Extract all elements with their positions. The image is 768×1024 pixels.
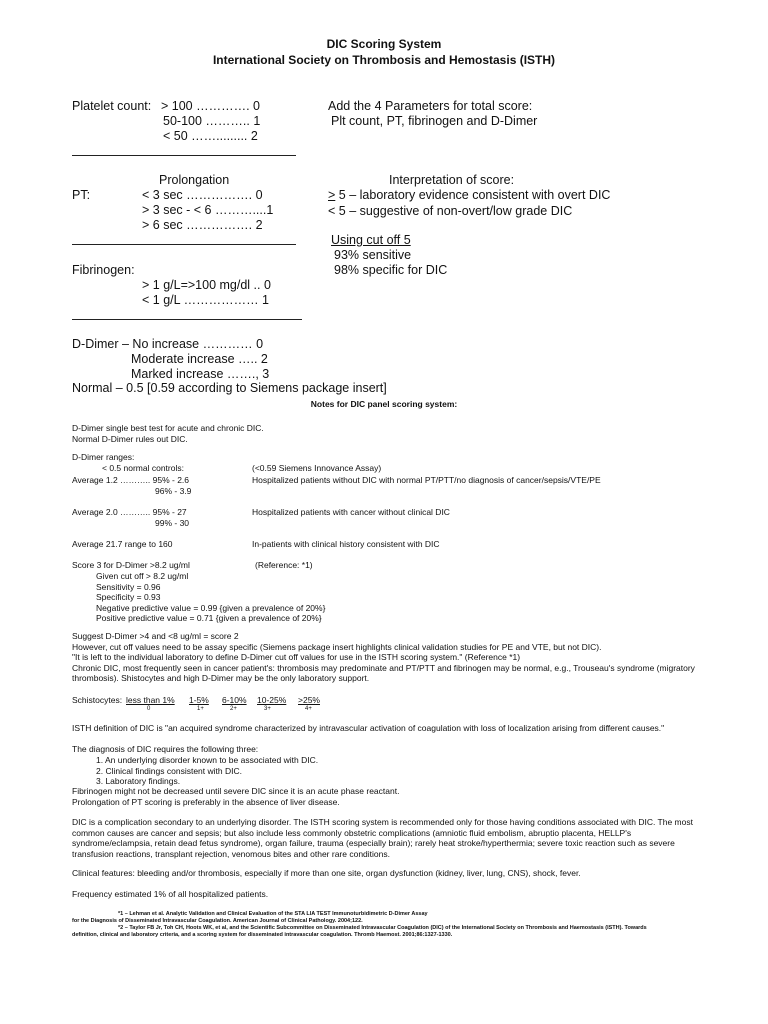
notes-line: D-Dimer single best test for acute and chronic DIC. (72, 423, 264, 433)
sensitivity: 93% sensitive (334, 248, 412, 262)
complication-line: transfusion reactions, transplant rejection, venomous bites and other rare conditions. (72, 848, 390, 859)
clinical-features: Clinical features: bleeding and/or thrombosis, especially if more than one site, organ dysfunction (kidney, liver, lung, CNS), shock, fever. (72, 868, 581, 878)
range-avg-2-0: Average 2.0 ……….. 95% - 27 (72, 507, 187, 517)
range-avg-21-7: Average 21.7 range to 160 (72, 539, 173, 549)
fibrinogen-label: Fibrinogen: (72, 263, 135, 277)
range-avg-21-7-note: In-patients with clinical history consistent with DIC (252, 539, 440, 549)
schisto-category: 1-5% (189, 695, 209, 705)
complication-paragraph (72, 817, 693, 859)
complication-line: syndrome/eclampsia, retain dead fetus syndrome), organ failure, trauma (especially brain); rarely heat stroke/hyperthermia; severe toxic reaction such as severe (72, 838, 675, 848)
schisto-score: 1+ (197, 706, 204, 712)
diagnosis-item: 1. An underlying disorder known to be associated with DIC. (96, 755, 319, 765)
score3-title: Score 3 for D-Dimer >8.2 ug/ml (72, 560, 190, 570)
score3-row: Sensitivity = 0.96 (96, 581, 161, 592)
score3-reference: (Reference: *1) (255, 560, 313, 570)
score3-stats (96, 571, 325, 624)
add-parameters-line: Add the 4 Parameters for total score: (328, 99, 533, 113)
fibrinogen-row: < 1 g/L ……………… 1 (142, 293, 270, 307)
pt-row: < 3 sec ……………. 0 (142, 188, 263, 202)
interpretation-overt (328, 188, 610, 203)
complication-line: common causes are cancer and sepsis; but also include less commonly obstetric complications (amniotic fluid embolism, abruptio placenta, HELLP's (72, 827, 632, 838)
schisto-category: >25% (298, 695, 320, 705)
platelet-label: Platelet count: (72, 99, 152, 113)
diagnosis-note: Prolongation of PT scoring is preferably in the absence of liver disease. (72, 796, 340, 807)
cutoff-title: Using cut off 5 (331, 233, 411, 247)
score3-row: Negative predictive value = 0.99 {given a prevalence of 20%} (96, 602, 326, 613)
range-avg-1-2-note: Hospitalized patients without DIC with normal PT/PTT/no diagnosis of cancer/sepsis/VTE/PE (252, 475, 601, 485)
divider (72, 244, 296, 245)
range-controls-note: (<0.59 Siemens Innovance Assay) (252, 463, 382, 473)
platelet-row: 50-100 ……….. 1 (163, 114, 261, 128)
schisto-category: 10-25% (257, 695, 287, 705)
ddimer-row: Moderate increase ….. 2 (131, 352, 268, 366)
reference-line: for the Diagnosis of Disseminated Intravascular Coagulation. American Journal of Clinical Pathology. 2004;122. (72, 918, 363, 924)
pt-row: > 6 sec ……………. 2 (142, 218, 263, 232)
reference-line: *2 – Taylor FB Jr, Toh CH, Hoots WK, et al, and the Scientific Subcommittee on Disseminated Intravascular Coagulation (DIC) of the International Society on Thrombosis and Haemostasis (ISTH). Towards (118, 925, 647, 931)
pt-label: PT: (72, 188, 91, 202)
range-avg-1-2: Average 1.2 ……….. 95% - 2.6 (72, 475, 190, 485)
score3-row: Specificity = 0.93 (96, 592, 161, 602)
schisto-category: 6-10% (222, 695, 247, 705)
page-title: DIC Scoring System (326, 37, 442, 51)
ddimer-row: D-Dimer – No increase ………… 0 (72, 337, 264, 351)
schisto-category: less than 1% (126, 695, 175, 705)
ddimer-ranges-title: D-Dimer ranges: (72, 452, 135, 462)
pt-heading: Prolongation (159, 173, 230, 187)
diagnosis-note: Fibrinogen might not be decreased until severe DIC since it is an acute phase reactant. (72, 786, 400, 796)
diagnosis-notes (72, 786, 399, 807)
reference-line: *1 – Lehman et al. Analytic Validation and Clinical Evaluation of the STA LIA TEST Immunoturbidimetric D-Dimer Assay (118, 911, 428, 917)
notes-line: Normal D-Dimer rules out DIC. (72, 433, 188, 444)
pt-row: > 3 sec - < 6 ………....1 (142, 203, 274, 217)
suggest-line: "It is left to the individual laboratory to define D-Dimer cut off values for use in the ISTH scoring system." (Reference *1) (72, 652, 521, 662)
platelet-row: < 50 ……......... 2 (163, 129, 258, 143)
platelet-scores (161, 99, 260, 144)
diagnosis-item: 3. Laboratory findings. (96, 776, 181, 786)
suggest-line: thrombosis). Shistocytes and high D-Dimer may be the only laboratory support. (72, 673, 370, 683)
specificity: 98% specific for DIC (334, 263, 448, 277)
diagnosis-list (96, 755, 318, 787)
gte-symbol: > (328, 188, 336, 202)
score3-row: Given cut off > 8.2 ug/ml (96, 571, 189, 581)
add-parameters-line: Plt count, PT, fibrinogen and D-Dimer (331, 114, 538, 128)
score3-row: Positive predictive value = 0.71 {given a prevalence of 20%} (96, 613, 322, 623)
schisto-score: 3+ (264, 706, 271, 712)
reference-line: definition, clinical and laboratory criteria, and a scoring system for disseminated intravascular coagulation. Thromb Haemost. 2001;86:1327-1330. (72, 932, 453, 938)
divider (72, 319, 302, 320)
frequency: Frequency estimated 1% of all hospitalized patients. (72, 889, 269, 899)
ddimer-row: Marked increase ……., 3 (131, 367, 270, 381)
range-avg-2-0-99: 99% - 30 (155, 518, 190, 528)
suggest-line: Suggest D-Dimer >4 and <8 ug/ml = score 2 (72, 631, 239, 641)
pt-scores (142, 188, 273, 233)
notes-intro (72, 423, 264, 444)
interpretation-overt-text: 5 – laboratory evidence consistent with overt DIC (335, 188, 611, 202)
notes-title: Notes for DIC panel scoring system: (310, 399, 458, 409)
suggest-line: Chronic DIC, most frequently seen in cancer patient's: thrombosis may predominate and PT/PTT and fibrinogen may be normal, e.g., Trouseau's syndrome (migratory (72, 662, 695, 673)
page-subtitle: International Society on Thrombosis and Hemostasis (ISTH) (212, 53, 556, 67)
suggest-block (72, 631, 695, 684)
schisto-score: 0 (147, 706, 151, 712)
range-controls: < 0.5 normal controls: (102, 463, 184, 473)
interpretation-non-overt: < 5 – suggestive of non-overt/low grade DIC (328, 204, 573, 218)
schisto-score: 2+ (230, 706, 237, 712)
diagnosis-title: The diagnosis of DIC requires the following three: (72, 744, 259, 754)
range-avg-1-2-96: 96% - 3.9 (155, 486, 192, 496)
interpretation-title: Interpretation of score: (389, 173, 515, 187)
range-avg-2-0-note: Hospitalized patients with cancer without clinical DIC (252, 507, 450, 517)
platelet-row: > 100 …………. 0 (161, 99, 260, 113)
ddimer-normal: Normal – 0.5 [0.59 according to Siemens package insert] (72, 381, 387, 395)
schisto-score: 4+ (305, 706, 312, 712)
isth-definition: ISTH definition of DIC is "an acquired syndrome characterized by intravascular activation of coagulation with loss of localization arising from different causes." (72, 723, 665, 733)
fibrinogen-row: > 1 g/L=>100 mg/dl .. 0 (142, 278, 271, 292)
diagnosis-item: 2. Clinical findings consistent with DIC. (96, 765, 242, 776)
complication-line: DIC is a complication secondary to an underlying disorder. The ISTH scoring system is recommended only for those having conditions associated with DIC. The most (72, 817, 693, 827)
suggest-line: However, cut off values need to be assay specific (Siemens package insert highlights clinical validation studies for PE and VTE, but not DIC). (72, 641, 602, 652)
schistocytes-label: Schistocytes: (72, 695, 123, 705)
divider (72, 155, 296, 156)
fibrinogen-scores (142, 278, 271, 308)
